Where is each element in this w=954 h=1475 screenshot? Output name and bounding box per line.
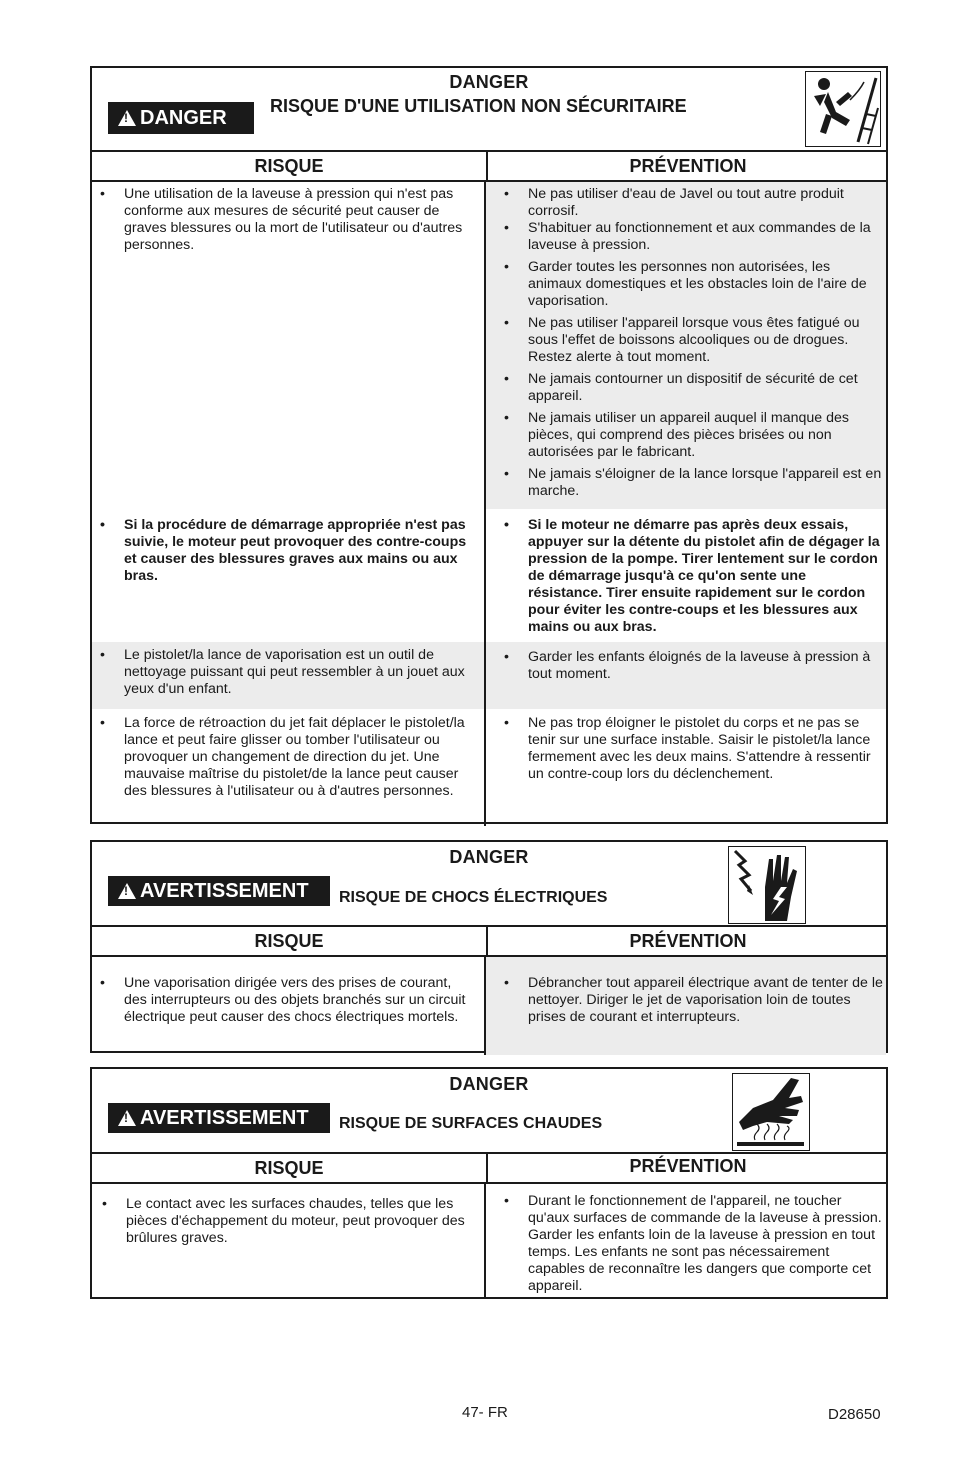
column-headers (92, 1154, 886, 1184)
list-item: • Ne jamais s'éloigner de la lance lorsque l'appareil est en marche. (504, 466, 884, 500)
electric-shock-icon (728, 846, 806, 924)
page-number: 47- FR (462, 1404, 508, 1421)
table-row (92, 642, 886, 709)
list-item: • Ne jamais contourner un dispositif de sécurité de cet appareil. (504, 371, 884, 405)
list-item: • Ne pas trop éloigner le pistolet du corps et ne pas se tenir sur une surface instable. Saisir le pistolet/la lance fermement avec les deux mains. S'attendre à ressentir un contre-coup lors du déclenchement. (504, 715, 884, 783)
panel-title: DANGER (449, 847, 529, 867)
list-item: • Le pistolet/la lance de vaporisation est un outil de nettoyage puissant qui peut ressembler à un jouet aux yeux d'un enfant. (100, 647, 474, 698)
list-item: • Une utilisation de la laveuse à pression qui n'est pas conforme aux mesures de sécurité peut causer de graves blessures ou la mort de l'utilisateur ou d'autres personnes. (100, 186, 474, 254)
list-item: • Le contact avec les surfaces chaudes, telles que les pièces d'échappement du moteur, peut provoquer des brûlures graves. (102, 1196, 474, 1247)
list-item: • Une vaporisation dirigée vers des prises de courant, des interrupteurs ou des objets branchés sur un circuit électrique peut causer des chocs électriques mortels. (100, 975, 474, 1026)
prevention-cell (486, 709, 886, 826)
list-item: • S'habituer au fonctionnement et aux commandes de la laveuse à pression. (504, 220, 884, 254)
column-header-prevention: PRÉVENTION (629, 156, 747, 176)
prevention-cell (486, 957, 886, 1055)
warning-triangle-icon (118, 883, 136, 899)
column-header-risk: RISQUE (92, 1154, 488, 1182)
table-row (92, 957, 886, 1055)
danger-badge: ! DANGER (108, 102, 254, 134)
danger-panel-electric-shock (90, 840, 888, 1053)
panel-title: DANGER (449, 72, 529, 92)
list-item: • La force de rétroaction du jet fait déplacer le pistolet/la lance et peut faire glisser ou tomber l'utilisateur ou provoquer un changement de direction du jet. Une mauvaise maîtrise du pistolet/de la lance peut causer des blessures à l'utilisateur ou à d'autres personnes. (100, 715, 474, 800)
panel-subtitle: RISQUE DE SURFACES CHAUDES (339, 1115, 603, 1132)
panel-header (92, 68, 886, 152)
list-item: • Garder les enfants éloignés de la laveuse à pression à tout moment. (504, 649, 884, 683)
avertissement-badge: ! AVERTISSEMENT (108, 1103, 330, 1133)
list-item: • Ne jamais utiliser un appareil auquel il manque des pièces, qui comprend des pièces brisées ou non autorisées par le fabricant. (504, 410, 884, 461)
column-header-risk: RISQUE (92, 927, 488, 955)
danger-panel-hot-surfaces (90, 1067, 888, 1299)
risk-cell (92, 957, 486, 1055)
list-item: • Ne pas utiliser d'eau de Javel ou tout autre produit corrosif. (504, 186, 884, 220)
panel-subtitle: RISQUE DE CHOCS ÉLECTRIQUES (339, 889, 608, 906)
panel-header (92, 842, 886, 927)
list-item: • Durant le fonctionnement de l'appareil, ne toucher qu'aux surfaces de commande de la laveuse à pression. Garder les enfants loin de la laveuse à pression en tout temps. Les enfants ne sont pas nécessairement capables de reconnaître les dangers que comporte cet appareil. (504, 1193, 884, 1295)
document-code: D28650 (828, 1406, 881, 1423)
column-headers (92, 152, 886, 182)
table-row (92, 182, 886, 509)
risk-cell (92, 709, 486, 826)
risk-cell (92, 509, 486, 642)
warning-triangle-icon (118, 1110, 136, 1126)
list-item: • Débrancher tout appareil électrique avant de tenter de le nettoyer. Diriger le jet de vaporisation loin de toutes prises de courant et interrupteurs. (504, 975, 884, 1026)
list-item: • Si la procédure de démarrage appropriée n'est pas suivie, le moteur peut provoquer des contre-coups et causer des blessures graves aux mains ou aux bras. (100, 517, 474, 585)
prevention-cell (486, 509, 886, 642)
column-headers (92, 927, 886, 957)
prevention-cell (486, 642, 886, 709)
list-item: • Si le moteur ne démarre pas après deux essais, appuyer sur la détente du pistolet afin de dégager la pression de la pompe. Tirer lentement sur le cordon de démarrage jusqu'à ce qu'on sente une résistance. Tirer ensuite rapidement sur le cordon pour éviter les contre-coups et les blessures aux mains ou aux bras. (504, 517, 884, 636)
prevention-cell (486, 1184, 886, 1299)
column-header-prevention: PRÉVENTION (629, 931, 747, 951)
slip-fall-hazard-icon (805, 71, 881, 147)
prevention-cell (486, 182, 886, 509)
warning-triangle-icon (118, 110, 136, 126)
avertissement-badge: ! AVERTISSEMENT (108, 876, 330, 906)
risk-cell (92, 1184, 486, 1299)
hot-surface-icon (732, 1073, 810, 1151)
list-item: • Ne pas utiliser l'appareil lorsque vous êtes fatigué ou sous l'effet de boissons alcooliques ou de drogues. Restez alerte à tout moment. (504, 315, 884, 366)
panel-subtitle: RISQUE D'UNE UTILISATION NON SÉCURITAIRE (270, 96, 687, 116)
list-item: • Garder toutes les personnes non autorisées, les animaux domestiques et les obstacles loin de l'aire de vaporisation. (504, 259, 884, 310)
risk-cell (92, 642, 486, 709)
panel-title: DANGER (449, 1074, 529, 1094)
danger-panel-unsafe-use (90, 66, 888, 824)
column-header-risk: RISQUE (92, 152, 488, 180)
risk-cell (92, 182, 486, 509)
table-row (92, 509, 886, 642)
table-row (92, 709, 886, 826)
table-row (92, 1184, 886, 1299)
column-header-prevention: PRÉVENTION (629, 1156, 747, 1176)
panel-header (92, 1069, 886, 1154)
